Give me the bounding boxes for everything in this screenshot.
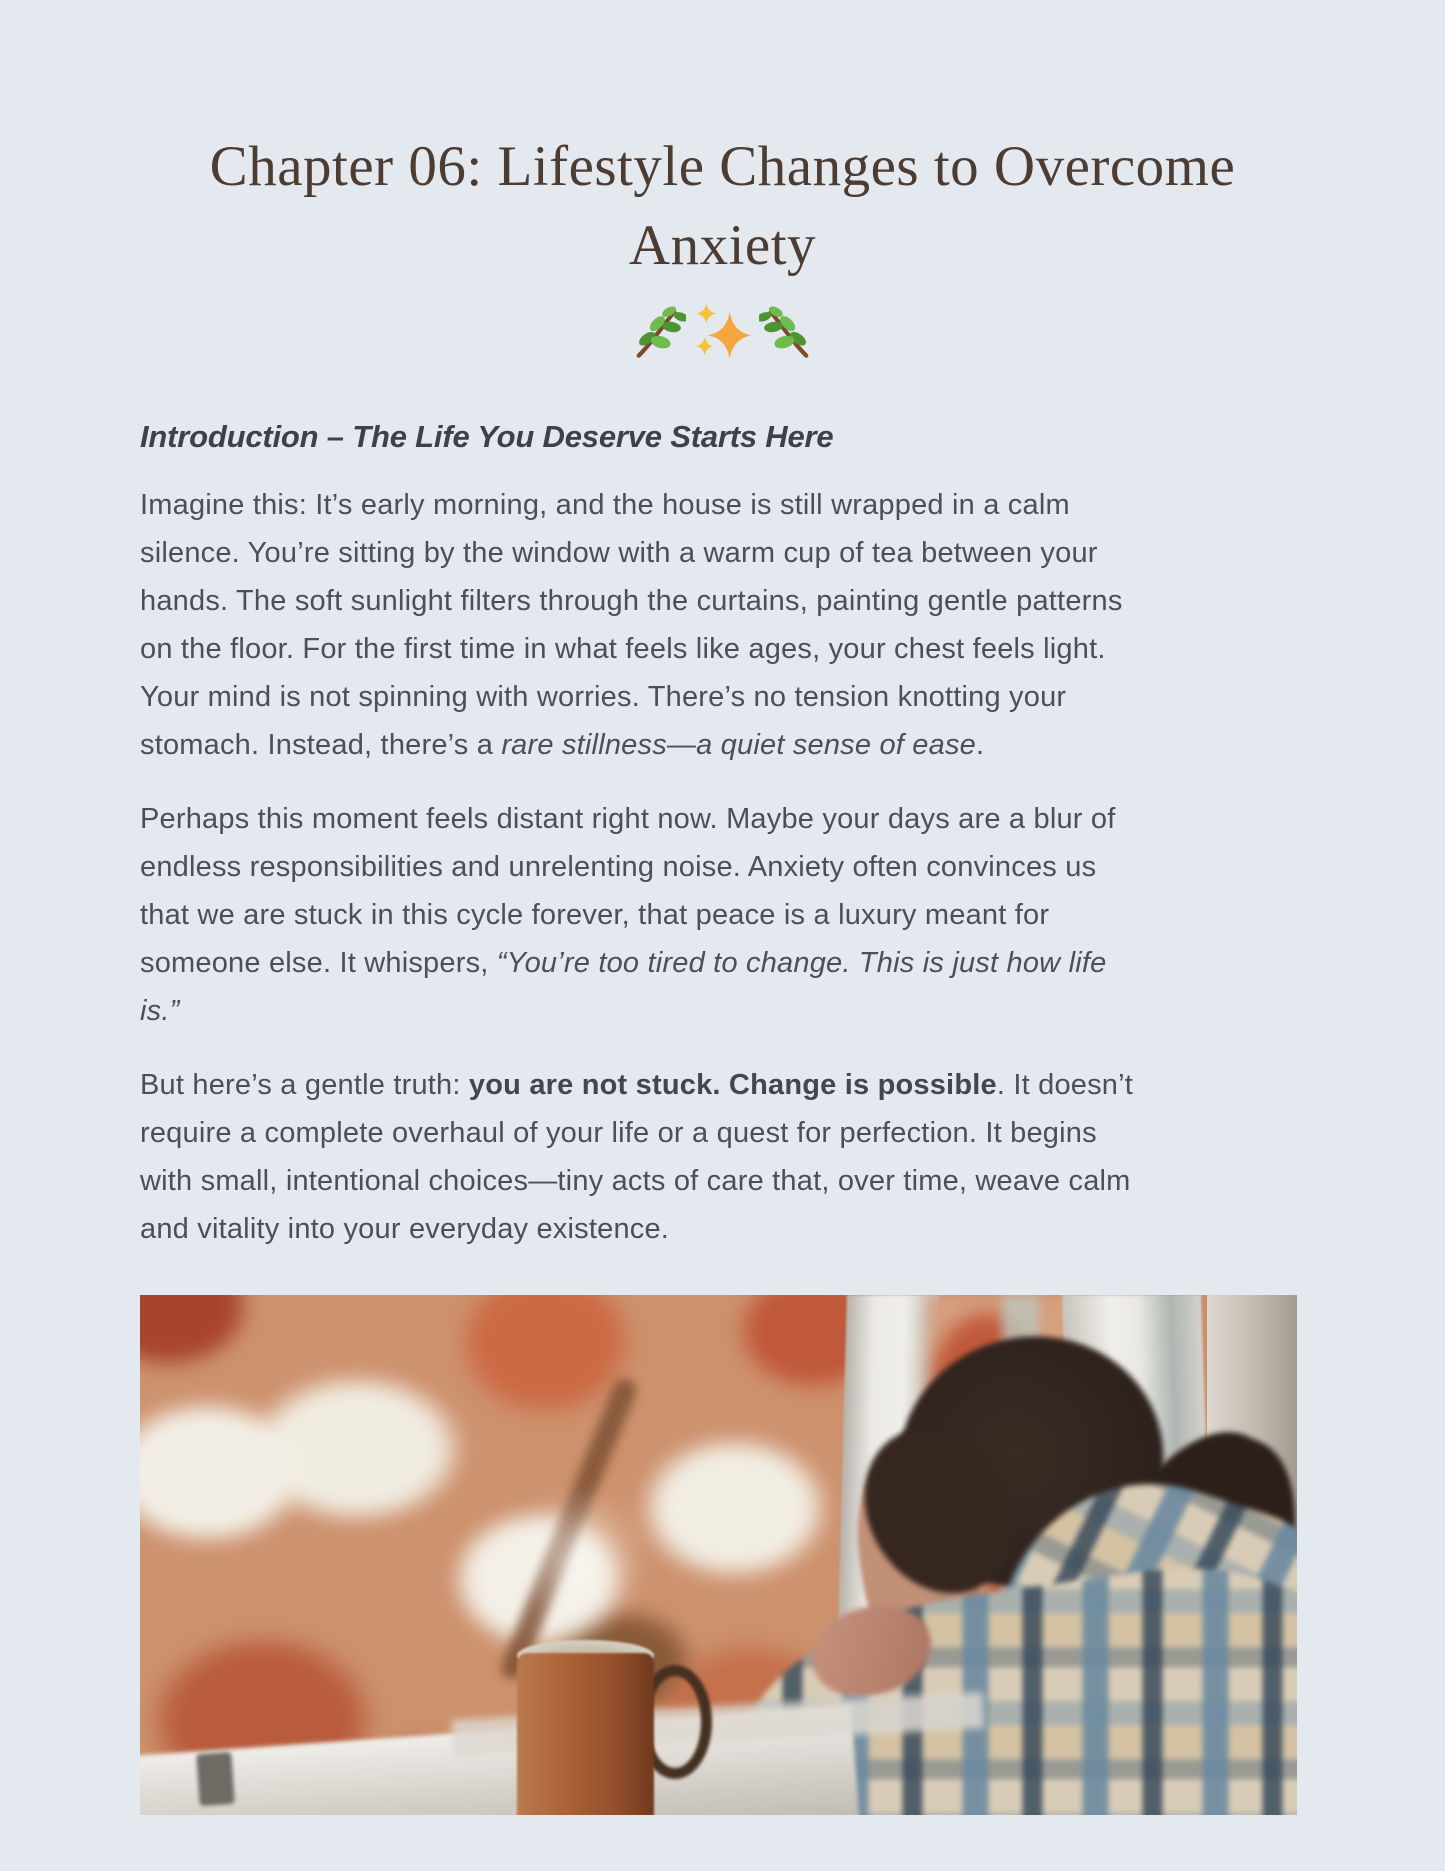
chapter-title: Chapter 06: Lifestyle Changes to Overcome Anxiety — [209, 135, 1236, 277]
windowsill-latch — [196, 1752, 234, 1806]
paragraph-3: But here’s a gentle truth: you are not stuck. Change is possible. It doesn’t require a complete overhaul of your life or a quest for perfection. It begins with small, intentional choices—tiny acts of care that, over time, weave calm and vitality into your everyday existence. — [140, 1069, 1134, 1246]
mug-steam — [487, 1462, 672, 1660]
orange-mug — [517, 1653, 654, 1815]
body-text — [140, 481, 1140, 1253]
chapter-photo — [140, 1295, 1297, 1815]
paragraph-1: Imagine this: It’s early morning, and the house is still wrapped in a calm silence. You’re sitting by the window with a warm cup of tea between your hands. The soft sunlight filters through the curtains, painting gentle patterns on the floor. For the first time in what feels like ages, your chest feels light. Your mind is not spinning with worries. There’s no tension knotting your stomach. Instead, there’s a rare stillness—a quiet sense of ease. — [140, 489, 1123, 762]
herb-branch-icon-left — [632, 305, 686, 359]
section-heading: Introduction – The Life You Deserve Starts Here — [140, 419, 834, 455]
herb-branch-icon-right — [759, 305, 813, 359]
introduction-section — [0, 419, 1445, 1815]
sparkles-icon — [693, 302, 753, 362]
paragraph-2: Perhaps this moment feels distant right now. Maybe your days are a blur of endless responsibilities and unrelenting noise. Anxiety often convinces us that we are stuck in this cycle forever, that peace is a luxury meant for someone else. It whispers, “You’re too tired to change. This is just how life is.” — [140, 803, 1116, 1028]
title-decoration — [0, 301, 1445, 363]
